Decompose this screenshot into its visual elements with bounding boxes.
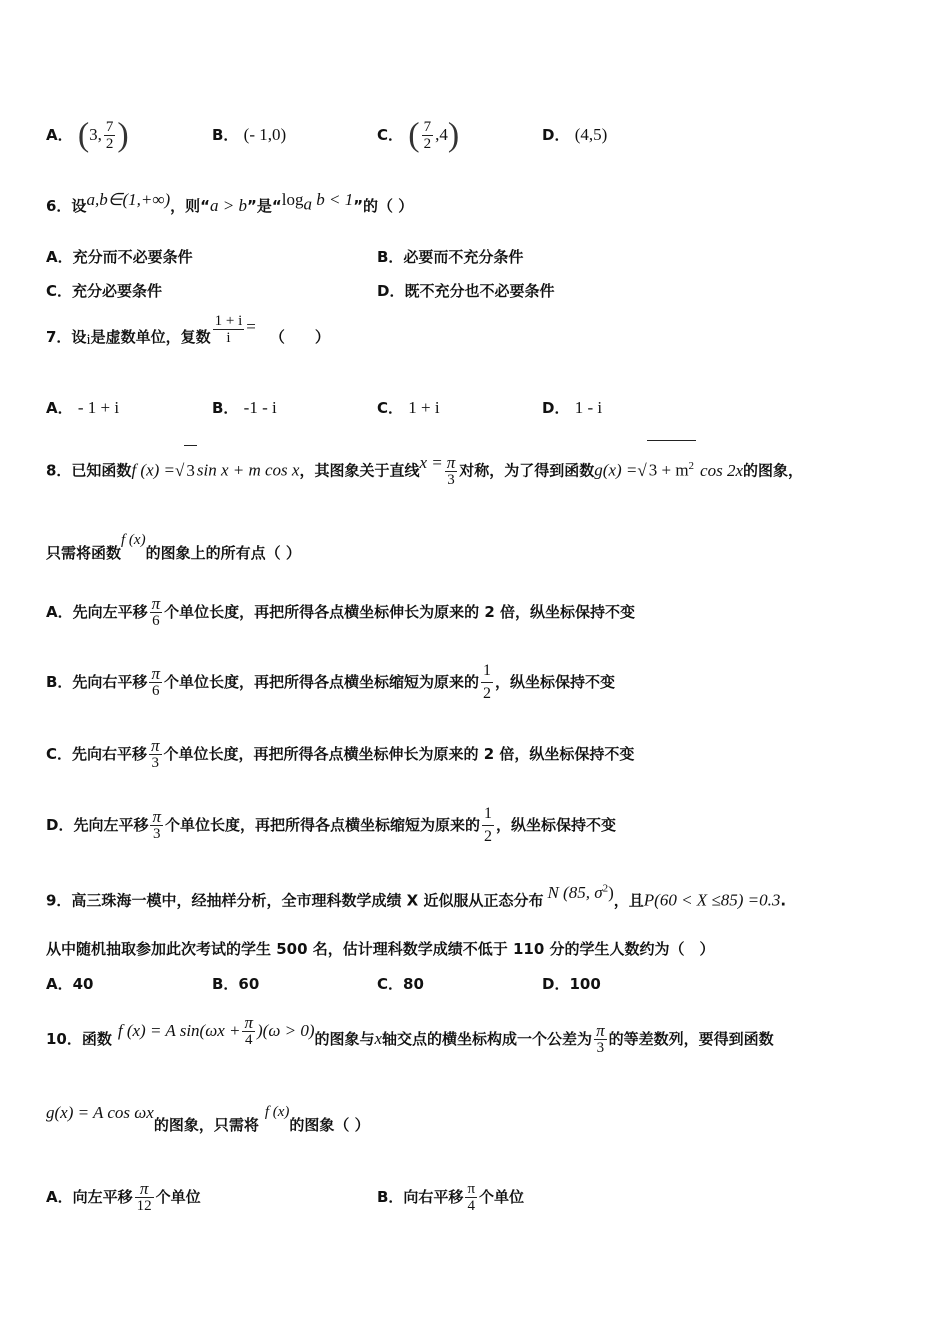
- q9-probability: P(60 < X ≤85) =0.3: [643, 890, 781, 910]
- q5-option-c: [377, 110, 459, 160]
- q10-f-num: π: [244, 1013, 254, 1032]
- q6-prefix: 6．设: [46, 197, 87, 215]
- q5-option-a-den: 2: [105, 136, 114, 152]
- q5-option-c-num: 7: [423, 119, 432, 135]
- q8-option-b-den: 6: [149, 682, 162, 699]
- q10-line2-f: f (x): [264, 1104, 290, 1120]
- q7-option-a-label: A．: [46, 399, 73, 417]
- q8-sqrt2-sup: 2: [688, 460, 695, 472]
- q6-mid1: ，则“: [170, 197, 211, 215]
- q10-option-b-frac: [465, 1181, 477, 1214]
- q7-option-a: [46, 397, 119, 418]
- q10-f-den: 4: [242, 1031, 255, 1048]
- q8-option-d-den: 3: [150, 825, 163, 842]
- q8-line2-f: f (x): [121, 532, 146, 548]
- q9-mid: ，且: [613, 891, 644, 910]
- q6-expr-a-gt-b: a > b: [210, 196, 248, 215]
- q5-option-a-bracket-right: ): [117, 116, 129, 154]
- q5-option-a-num: 7: [105, 119, 114, 135]
- q5-option-b-value: (- 1,0): [243, 125, 287, 144]
- q9-distribution: [547, 883, 613, 902]
- q8-f: f (x) =: [131, 460, 176, 480]
- q8-line2-suffix: 的图象上的所有点（ ）: [145, 544, 301, 562]
- q8-option-c-den: 3: [149, 754, 162, 771]
- q5-option-d: [542, 110, 607, 160]
- q8-prefix: 8．已知函数: [46, 461, 132, 480]
- q8-pi-frac: [445, 452, 458, 488]
- q5-option-c-label: C．: [377, 126, 404, 144]
- q7-den: i: [213, 329, 245, 346]
- q8-sqrt1-content: 3: [184, 445, 197, 496]
- q6-condition: a,b∈(1,+∞): [86, 190, 171, 209]
- q10-d-den: 3: [594, 1039, 607, 1056]
- q8-option-b-num: π: [151, 664, 160, 683]
- q10-x: x: [374, 1029, 383, 1048]
- q8-option-b: [46, 652, 615, 712]
- q8-sqrt1: √ 3: [175, 461, 197, 480]
- q8-g-tail: cos 2x: [700, 460, 744, 480]
- q5-option-b-label: B．: [212, 126, 239, 144]
- q9-line2: 从中随机抽取参加此次考试的学生 500 名，估计理科数学成绩不低于 110 分的学生人数约为（ ）: [46, 940, 715, 958]
- q6-option-d: D．既不充分也不必要条件: [377, 282, 555, 300]
- q10-option-a-post: 个单位: [155, 1188, 201, 1206]
- q8-option-d-num: π: [152, 807, 161, 826]
- q8-mid2: 对称，为了得到函数: [459, 461, 595, 480]
- q10-option-a-den: 12: [136, 1198, 152, 1214]
- q8-option-d-half-num: 1: [484, 805, 492, 822]
- q7-option-b-label: B．: [212, 399, 239, 417]
- q6-mid2: ”是“: [247, 197, 282, 215]
- q10-stem: [46, 1014, 774, 1064]
- q10-f-tail: )(ω > 0): [257, 1021, 315, 1040]
- q9-dist-sup: 2: [602, 882, 609, 894]
- q8-option-b-frac: [149, 666, 162, 699]
- q8-option-d-half: [482, 803, 494, 848]
- q10-option-b-post: 个单位: [479, 1188, 525, 1206]
- q5-option-d-value: (4,5): [574, 125, 608, 144]
- q10-option-b: [377, 1172, 524, 1222]
- q9-option-c: C．80: [377, 975, 424, 993]
- q10-line2-suffix: 的图象（ ）: [289, 1116, 370, 1134]
- q6-log: log: [281, 190, 304, 209]
- q7-option-b-value: -1 - i: [243, 398, 277, 417]
- q8-x-eq: x =: [419, 452, 443, 472]
- q10-f-frac: [242, 1015, 255, 1048]
- q8-option-d: [46, 795, 616, 855]
- q8-option-b-half: [481, 660, 493, 705]
- q5-option-a-fraction: [104, 119, 116, 152]
- q6-option-b: B．必要而不充分条件: [377, 248, 524, 266]
- q6-stem: [46, 192, 413, 224]
- q8-option-d-mid: 个单位长度，再把所得各点横坐标缩短为原来的: [164, 816, 480, 834]
- q10-d-num: π: [596, 1021, 605, 1040]
- q8-pi-num: π: [446, 452, 456, 472]
- q7-fraction: [213, 313, 245, 346]
- q10-option-b-num: π: [467, 1181, 476, 1197]
- q5-option-c-den: 2: [423, 136, 432, 152]
- q10-line2-mid: 的图象，只需将: [153, 1116, 259, 1134]
- q6-log-base: a: [303, 194, 312, 214]
- q5-option-c-bracket-right: ): [447, 116, 460, 154]
- q10-suffix: 的等差数列，要得到函数: [608, 1030, 774, 1048]
- q10-option-a-num: π: [139, 1179, 149, 1198]
- q8-option-b-pre: B．先向右平移: [46, 673, 148, 691]
- q10-option-b-den: 4: [465, 1197, 477, 1214]
- q7-mid: 是虚数单位，复数: [90, 328, 211, 346]
- q8-option-b-half-den: 2: [481, 682, 493, 705]
- q7-num: 1 + i: [214, 313, 243, 329]
- q7-prefix: 7．设: [46, 328, 87, 346]
- q10-g: g(x) = A cos ωx: [46, 1103, 154, 1122]
- q9-dist-end: ): [608, 882, 614, 902]
- q5-option-c-fraction: [422, 119, 434, 152]
- q9-end: .: [780, 891, 787, 910]
- q5-option-d-label: D．: [542, 126, 570, 144]
- q7-option-d: [542, 397, 602, 418]
- q10-d-frac: [594, 1023, 607, 1056]
- q8-f-tail: sin x + m cos x: [196, 460, 300, 480]
- q8-option-a-pre: A．先向左平移: [46, 603, 148, 621]
- q7-equals: =: [246, 317, 256, 336]
- q10-option-a-frac: [135, 1181, 154, 1214]
- q5-option-b: [212, 110, 286, 160]
- q10-mid1: 的图象与: [314, 1030, 375, 1048]
- q8-option-d-frac: [150, 809, 163, 842]
- q8-option-c-frac: [149, 738, 162, 771]
- q8-option-c-num: π: [151, 736, 160, 755]
- q6-expr-log: [281, 190, 354, 214]
- q8-option-c-pre: C．先向右平移: [46, 745, 148, 763]
- q10-option-b-pre: B．向右平移: [377, 1188, 464, 1206]
- q10-mid2: 轴交点的横坐标构成一个公差为: [382, 1030, 593, 1048]
- q10-option-a: [46, 1172, 201, 1222]
- q9-option-d: D．100: [542, 975, 601, 993]
- q7-option-d-value: 1 - i: [574, 398, 603, 417]
- q8-option-a-num: π: [151, 594, 161, 613]
- q8-option-a: [46, 592, 635, 632]
- q7-option-c-label: C．: [377, 399, 404, 417]
- q9-dist-text: N (85, σ: [547, 882, 603, 902]
- q8-mid1: ，其图象关于直线: [299, 461, 420, 480]
- q8-line2: [46, 528, 301, 568]
- q7-suffix: （ ）: [269, 328, 330, 346]
- q6-option-a: A．充分而不必要条件: [46, 248, 193, 266]
- q8-option-c: [46, 734, 634, 774]
- q8-option-c-post: 个单位长度，再把所得各点横坐标伸长为原来的 2 倍，纵坐标保持不变: [163, 745, 635, 763]
- q8-option-a-post: 个单位长度，再把所得各点横坐标伸长为原来的 2 倍，纵坐标保持不变: [164, 603, 636, 621]
- q8-option-d-pre: D．先向左平移: [46, 816, 149, 834]
- q8-line2-prefix: 只需将函数: [46, 544, 122, 562]
- q10-prefix: 10．函数: [46, 1030, 112, 1048]
- q7-option-a-value: - 1 + i: [77, 398, 120, 417]
- q5-option-a-label: A．: [46, 126, 73, 144]
- q8-stem: [46, 440, 803, 490]
- q7-var-i: i: [86, 332, 91, 348]
- q8-g: g(x) =: [594, 460, 638, 480]
- q9-text1: 9．高三珠海一模中，经抽样分析，全市理科数学成绩 X 近似服从正态分布: [46, 891, 544, 910]
- q8-option-a-den: 6: [150, 612, 163, 629]
- q8-suffix: 的图象，: [743, 461, 804, 480]
- q6-suffix: ”的（ ）: [353, 197, 414, 215]
- q8-sqrt2: √ $3 + m^2$: [637, 461, 696, 480]
- q7-stem: [46, 312, 330, 362]
- q5-option-a: [46, 110, 129, 160]
- q5-option-c-bracket-left: (: [408, 116, 420, 154]
- q9-option-a: A．40: [46, 975, 94, 993]
- q5-option-c-upper: ,4: [435, 125, 448, 144]
- q8-option-a-frac: [150, 596, 163, 629]
- q6-log-tail: b < 1: [316, 190, 354, 209]
- q8-option-b-half-num: 1: [482, 662, 491, 679]
- q9-option-b: B．60: [212, 975, 260, 993]
- q8-option-d-half-den: 2: [482, 825, 494, 848]
- q10-option-a-pre: A．向左平移: [46, 1188, 133, 1206]
- q8-sqrt2-content: [647, 440, 696, 496]
- q8-option-b-mid: 个单位长度，再把所得各点横坐标缩短为原来的: [163, 673, 479, 691]
- q8-option-b-post: ，纵坐标保持不变: [494, 673, 615, 691]
- q7-option-b: [212, 397, 277, 418]
- q7-option-c-value: 1 + i: [408, 398, 440, 417]
- q8-pi-den: 3: [445, 471, 458, 488]
- q5-option-a-bracket-left: (: [77, 116, 90, 154]
- q6-option-c: C．充分必要条件: [46, 282, 163, 300]
- q7-option-d-label: D．: [542, 399, 570, 417]
- q8-option-d-post: ，纵坐标保持不变: [496, 816, 617, 834]
- q8-sqrt2-text: 3 + m: [648, 460, 689, 480]
- q9-stem: [46, 876, 786, 916]
- q10-line2: [46, 1100, 370, 1140]
- q7-option-c: [377, 397, 440, 418]
- q5-option-a-lower: 3,: [89, 125, 102, 144]
- q10-f: f (x) = A sin(ωx +: [117, 1021, 241, 1040]
